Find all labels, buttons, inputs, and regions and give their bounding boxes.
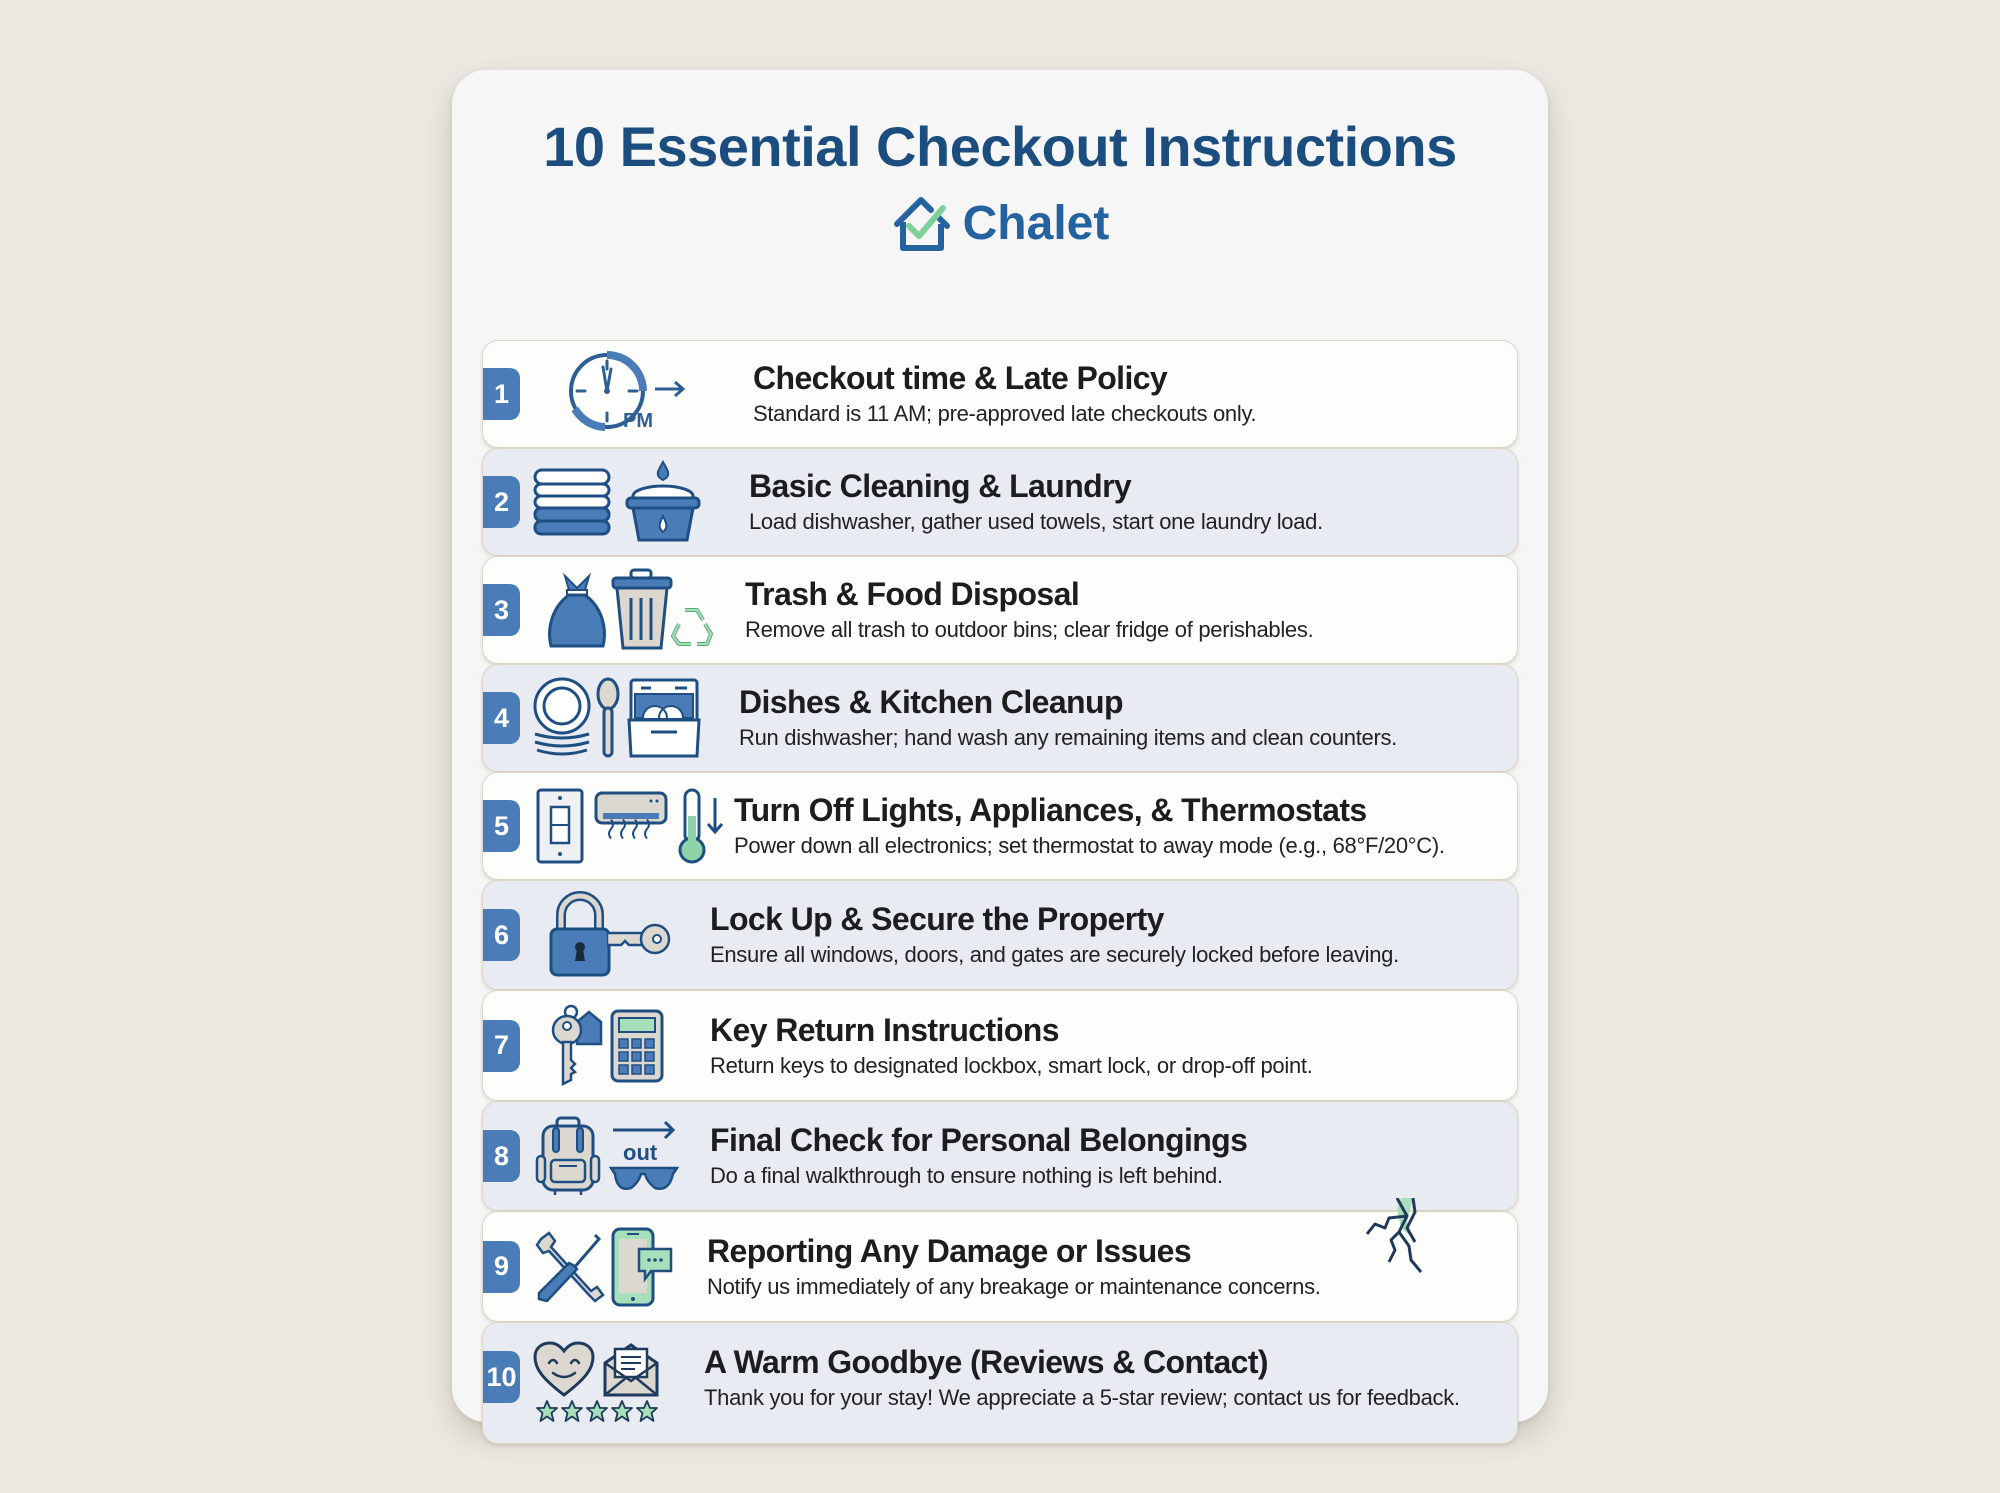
item-title: A Warm Goodbye (Reviews & Contact) [704,1344,1268,1380]
item-description: Run dishwasher; hand wash any remaining items and clean counters. [739,725,1397,750]
spoon-icon [593,676,623,760]
item-description: Do a final walkthrough to ensure nothing is left behind. [710,1163,1223,1188]
list-item [482,990,1518,1101]
item-title: Reporting Any Damage or Issues [707,1232,1192,1269]
thermometer-down-icon [675,786,729,866]
plates-icon [531,676,593,760]
item-title: Final Check for Personal Belongings [710,1122,1248,1158]
step-number-badge: 2 [483,476,520,528]
item-description: Power down all electronics; set thermostat to away mode (e.g., 68°F/20°C). [734,833,1445,858]
pm-label: PM [623,410,653,432]
list-item [482,880,1518,990]
backpack-icon [535,1116,601,1196]
step-number-badge: 3 [483,584,520,636]
item-description: Thank you for your stay! We appreciate a 5-star review; contact us for feedback. [704,1385,1460,1410]
key-icon [607,919,671,959]
brand-name: Chalet [962,196,1110,250]
step-number-badge: 7 [483,1020,520,1072]
step-number-badge: 9 [483,1241,520,1293]
step-number-badge: 5 [483,800,520,852]
list-item [482,1101,1518,1211]
envelope-icon [601,1341,661,1397]
phone-chat-icon [609,1225,675,1309]
trash-bag-icon [545,568,609,652]
list-item [482,1322,1518,1444]
five-stars-icon [535,1399,661,1425]
item-title: Key Return Instructions [710,1011,1059,1048]
padlock-icon [547,891,613,979]
item-description: Notify us immediately of any breakage or maintenance concerns. [707,1273,1321,1299]
list-item [482,340,1518,448]
item-title: Dishes & Kitchen Cleanup [739,684,1123,720]
item-description: Remove all trash to outdoor bins; clear fridge of perishables. [745,617,1314,642]
clock-icon [565,349,695,439]
item-title: Lock Up & Secure the Property [710,901,1164,937]
item-description: Return keys to designated lockbox, smart lock, or drop-off point. [710,1052,1313,1078]
checkout-instructions-card [452,70,1548,1422]
step-number-badge: 10 [483,1351,520,1403]
dishwasher-icon [627,676,701,760]
arrow-out-icon [609,1116,681,1196]
brand-logo [452,188,1548,258]
step-number-badge: 6 [483,909,520,961]
list-item [482,1211,1518,1322]
laundry-basin-icon [623,460,703,544]
item-title: Turn Off Lights, Appliances, & Thermostats [734,792,1367,828]
house-check-icon [891,194,955,252]
item-title: Basic Cleaning & Laundry [749,468,1132,504]
light-switch-icon [535,787,585,865]
list-item [482,448,1518,556]
keypad-icon [609,1008,665,1084]
item-title: Checkout time & Late Policy [753,360,1168,396]
out-label: out [623,1140,658,1165]
towels-icon [531,462,613,542]
step-number-badge: 4 [483,692,520,744]
item-description: Ensure all windows, doors, and gates are securely locked before leaving. [710,942,1399,967]
air-conditioner-icon [593,787,669,865]
trash-can-icon [609,568,675,652]
item-description: Standard is 11 AM; pre-approved late checkouts only. [753,401,1257,426]
page-title: 10 Essential Checkout Instructions [543,115,1457,178]
list-item [482,664,1518,772]
crack-icon [1363,1198,1433,1278]
step-number-badge: 1 [483,368,520,420]
item-description: Load dishwasher, gather used towels, start one laundry load. [749,509,1323,534]
list-item [482,556,1518,664]
house-key-icon [547,1004,603,1088]
list-item [482,772,1518,880]
step-number-badge: 8 [483,1130,520,1182]
heart-smile-icon [533,1341,595,1397]
recycle-icon [667,602,715,652]
tools-icon [533,1229,605,1305]
item-title: Trash & Food Disposal [745,576,1080,612]
